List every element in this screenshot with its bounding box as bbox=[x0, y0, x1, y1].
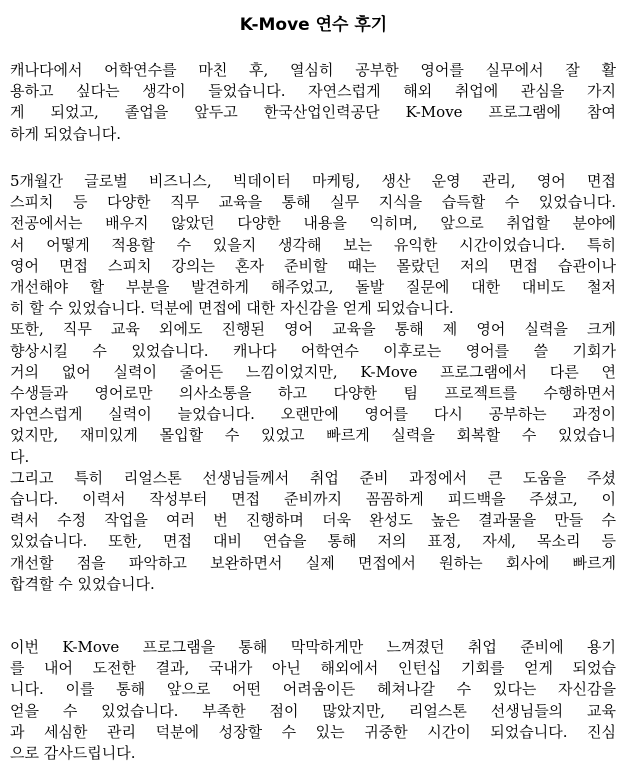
text-line: 전공에서는 배우지 않았던 다양한 내용을 익히며, 앞으로 취업할 분야에 bbox=[10, 214, 616, 233]
paragraph-body bbox=[10, 171, 616, 595]
text-line: 영어 면접 스피치 강의는 혼자 준비할 때는 몰랐던 저의 면접 습관이나 bbox=[10, 256, 616, 275]
document-title: K-Move 연수 후기 bbox=[239, 15, 388, 35]
text-line: 자연스럽게 실력이 늘었습니다. 오랜만에 영어를 다시 공부하는 과정이 bbox=[10, 405, 616, 424]
text-line: 있었습니다. 또한, 면접 대비 연습을 통해 저의 표정, 자세, 목소리 등 bbox=[10, 532, 616, 551]
text-line: 으로 감사드립니다. bbox=[10, 744, 136, 763]
text-line: 서 어떻게 적용할 수 있을지 생각해 보는 유익한 시간이었습니다. 특히 bbox=[10, 235, 616, 254]
text-line: 다. bbox=[10, 447, 30, 466]
text-line: 력서 수정 작업을 여러 번 진행하며 더욱 완성도 높은 결과물을 만들 수 bbox=[10, 511, 616, 530]
text-line: 과 세심한 관리 덕분에 성장할 수 있는 귀중한 시간이 되었습니다. 진심 bbox=[10, 722, 616, 741]
text-line: 게 되었고, 졸업을 앞두고 한국산업인력공단 K-Move 프로그램에 참여 bbox=[10, 103, 616, 122]
text-line: 향상시킬 수 있었습니다. 캐나다 어학연수 이후로는 영어를 쓸 기회가 bbox=[10, 341, 616, 360]
text-line: 스피치 등 다양한 직무 교육을 통해 실무 지식을 습득할 수 있었습니다. bbox=[10, 193, 616, 212]
text-line: 거의 없어 실력이 줄어든 느낌이었지만, K-Move 프로그램에서 다른 연 bbox=[10, 362, 616, 381]
text-line: 개선할 점을 파악하고 보완하면서 실제 면접에서 원하는 회사에 빠르게 bbox=[10, 553, 616, 572]
text-line: 니다. 이를 통해 앞으로 어떤 어려움이든 헤쳐나갈 수 있다는 자신감을 bbox=[10, 680, 616, 699]
text-line: 를 내어 도전한 결과, 국내가 아닌 해외에서 인턴십 기회를 얻게 되었습 bbox=[10, 659, 616, 678]
paragraph-conclusion bbox=[10, 637, 616, 764]
text-line: 습니다. 이력서 작성부터 면접 준비까지 꼼꼼하게 피드백을 주셨고, 이 bbox=[10, 490, 616, 509]
text-line: 히 할 수 있었습니다. 덕분에 면접에 대한 자신감을 얻게 되었습니다. bbox=[10, 299, 454, 318]
text-line: 그리고 특히 리얼스톤 선생님들께서 취업 준비 과정에서 큰 도움을 주셨 bbox=[10, 468, 616, 487]
text-line: 이번 K-Move 프로그램을 통해 막막하게만 느껴졌던 취업 준비에 용기 bbox=[10, 638, 616, 656]
text-line: 또한, 직무 교육 외에도 진행된 영어 교육을 통해 제 영어 실력을 크게 bbox=[10, 320, 616, 339]
text-line: 용하고 싶다는 생각이 들었습니다. 자연스럽게 해외 취업에 관심을 가지 bbox=[10, 82, 616, 101]
text-line: 었지만, 재미있게 몰입할 수 있었고 빠르게 실력을 회복할 수 있었습니 bbox=[10, 426, 616, 445]
text-line: 얻을 수 있었습니다. 부족한 점이 많았지만, 리얼스톤 선생님들의 교육 bbox=[10, 701, 616, 720]
text-line: 합격할 수 있었습니다. bbox=[10, 574, 155, 593]
text-line: 개선해야 할 부분을 발견하게 해주었고, 돌발 질문에 대한 대비도 철저 bbox=[10, 278, 616, 297]
text-line: 캐나다에서 어학연수를 마친 후, 열심히 공부한 영어를 실무에서 잘 활 bbox=[10, 61, 616, 79]
text-line: 수생들과 영어로만 의사소통을 하고 다양한 팀 프로젝트를 수행하면서 bbox=[10, 384, 616, 403]
text-line: 하게 되었습니다. bbox=[10, 124, 121, 143]
text-line: 5개월간 글로벌 비즈니스, 빅데이터 마케팅, 생산 운영 관리, 영어 면접 bbox=[10, 172, 616, 190]
paragraph-intro bbox=[10, 60, 616, 145]
